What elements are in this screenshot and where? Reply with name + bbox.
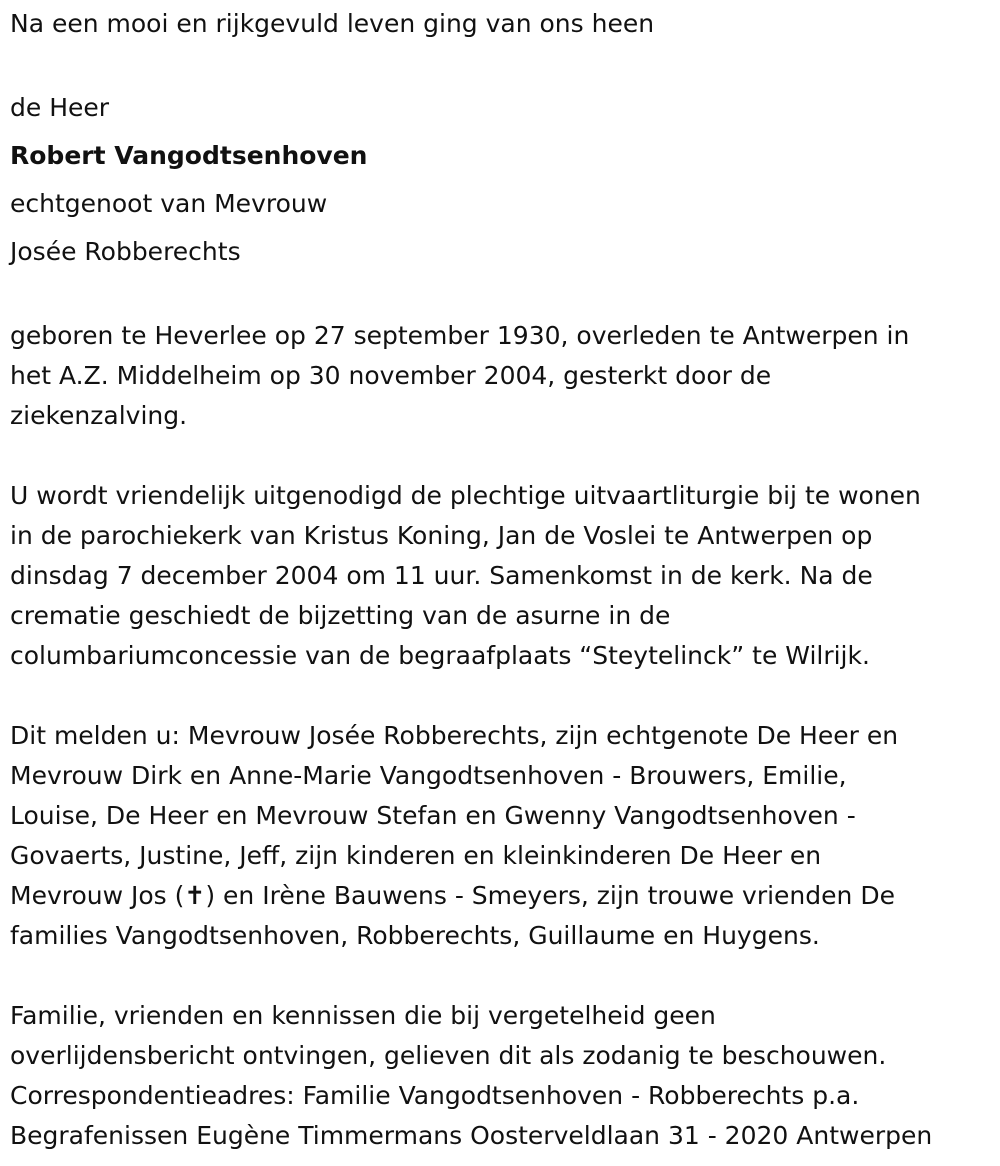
spacer: [10, 276, 990, 316]
intro-text: Na een mooi en rijkgevuld leven ging van ons heen: [10, 9, 655, 38]
spacer: [10, 436, 990, 476]
invitation-paragraph: [10, 476, 990, 676]
spouse-name: Josée Robberechts: [10, 237, 241, 266]
spouse-label: echtgenoot van Mevrouw: [10, 189, 328, 218]
paragraph-line: geboren te Heverlee op 27 september 1930, overleden te Antwerpen in: [10, 321, 910, 350]
paragraph-line: families Vangodtsenhoven, Robberechts, Guillaume en Huygens.: [10, 921, 820, 950]
paragraph-line: Dit melden u: Mevrouw Josée Robberechts, zijn echtgenote De Heer en: [10, 721, 899, 750]
paragraph-line: Govaerts, Justine, Jeff, zijn kinderen en kleinkinderen De Heer en: [10, 841, 822, 870]
paragraph-line: in de parochiekerk van Kristus Koning, Jan de Voslei te Antwerpen op: [10, 521, 873, 550]
paragraph-line: Mevrouw Dirk en Anne-Marie Vangodtsenhoven - Brouwers, Emilie,: [10, 761, 847, 790]
paragraph-line: U wordt vriendelijk uitgenodigd de plechtige uitvaartliturgie bij te wonen: [10, 481, 921, 510]
paragraph-line: crematie geschiedt de bijzetting van de asurne in de: [10, 601, 671, 630]
paragraph-line: het A.Z. Middelheim op 30 november 2004, gesterkt door de: [10, 361, 772, 390]
paragraph-line: ziekenzalving.: [10, 401, 188, 430]
paragraph-line: dinsdag 7 december 2004 om 11 uur. Samenkomst in de kerk. Na de: [10, 561, 873, 590]
spacer: [10, 676, 990, 716]
spacer: [10, 44, 990, 84]
paragraph-line: Familie, vrienden en kennissen die bij vergetelheid geen: [10, 1001, 716, 1030]
closing-paragraph: [10, 996, 990, 1156]
paragraph-line: columbariumconcessie van de begraafplaats “Steytelinck” te Wilrijk.: [10, 641, 870, 670]
deceased-name: Robert Vangodtsenhoven: [10, 141, 368, 170]
paragraph-line: Mevrouw Jos (✝) en Irène Bauwens - Smeyers, zijn trouwe vrienden De: [10, 881, 895, 910]
paragraph-line: Correspondentieadres: Familie Vangodtsenhoven - Robberechts p.a.: [10, 1081, 860, 1110]
birth-death-paragraph: [10, 316, 990, 436]
paragraph-line: overlijdensbericht ontvingen, gelieven dit als zodanig te beschouwen.: [10, 1041, 887, 1070]
paragraph-line: Begrafenissen Eugène Timmermans Oosterveldlaan 31 - 2020 Antwerpen: [10, 1121, 933, 1150]
spacer: [10, 956, 990, 996]
paragraph-line: Louise, De Heer en Mevrouw Stefan en Gwenny Vangodtsenhoven -: [10, 801, 856, 830]
announcers-paragraph: [10, 716, 990, 956]
title-prefix: de Heer: [10, 93, 110, 122]
